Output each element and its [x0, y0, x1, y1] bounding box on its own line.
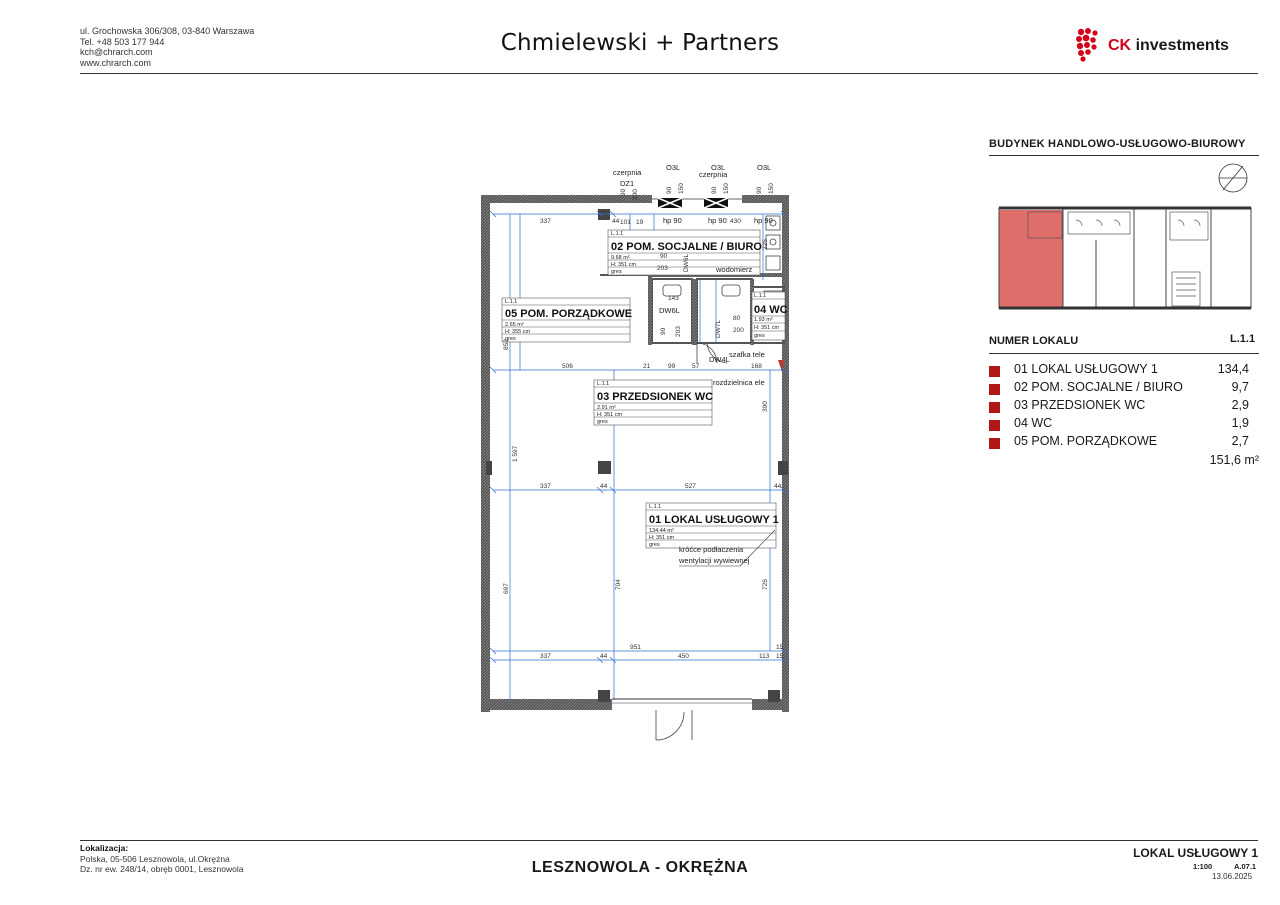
developer-logo-prefix: CK — [1108, 37, 1132, 54]
developer-logo — [1108, 37, 1229, 55]
room-code: L.1.1 — [754, 293, 767, 299]
dimension-label: 44 — [600, 483, 608, 490]
room-area-value: 9,7 — [1231, 380, 1249, 394]
column — [768, 690, 780, 702]
room-marker — [989, 384, 1000, 395]
dimension-label: 113 — [759, 653, 770, 660]
location-line: Polska, 05-506 Lesznowola, ul.Okrężna — [80, 853, 230, 864]
header-divider — [80, 73, 1258, 74]
room-area: 2.91 m² — [597, 405, 616, 411]
room-area: 9.68 m² — [611, 255, 630, 261]
room-area: 1.93 m² — [754, 317, 773, 323]
dimension-label: 150 — [678, 183, 685, 194]
project-name: LESZNOWOLA - OKRĘŻNA — [531, 859, 749, 876]
door-type-label: DW7L — [715, 319, 722, 338]
floor-plan — [470, 160, 800, 760]
dimension-label: 90 — [666, 186, 673, 194]
email-line: kch@chrarch.com — [80, 47, 153, 57]
dimension-label: 150 — [768, 183, 775, 194]
room-marker — [989, 366, 1000, 377]
room-area-row — [989, 434, 1259, 452]
architect-logo: Chmielewski + Partners — [500, 30, 780, 56]
room-name-02: 02 POM. SOCJALNE / BIURO — [611, 241, 762, 253]
location-line: Dz. nr ew. 248/14, obręb 0001, Lesznowola — [80, 864, 244, 874]
room-label-boxes — [502, 230, 785, 548]
column — [778, 461, 788, 475]
dimension-label: 951 — [630, 644, 641, 651]
east-wall — [782, 195, 789, 712]
dimension-label: 15 — [776, 653, 784, 660]
room-label: 02 POM. SOCJALNE / BIURO — [1014, 380, 1183, 394]
drawing-scale: 1:100 — [1193, 862, 1213, 871]
sidebar-divider — [989, 353, 1259, 354]
room-code: L.1.1 — [505, 299, 518, 305]
room-label: 05 POM. PORZĄDKOWE — [1014, 434, 1158, 448]
phone-line: Tel. +48 503 177 944 — [80, 36, 165, 47]
window-type-label: O3L — [711, 163, 726, 172]
dimension-label: 44 — [774, 483, 782, 490]
room-area-list — [989, 362, 1259, 452]
sheet-title: LOKAL USŁUGOWY 1 — [1133, 846, 1258, 860]
hp-label: hp 90 — [754, 216, 773, 225]
room-area-value: 1,9 — [1231, 416, 1249, 430]
dimension-label: 80 — [733, 315, 741, 322]
column — [598, 690, 610, 702]
room-area-value: 2,9 — [1231, 398, 1249, 412]
room-area: 134.44 m² — [649, 528, 674, 534]
room-floor: gres — [649, 542, 660, 548]
developer-logo-suffix: investments — [1135, 37, 1229, 54]
water-meter-label: wodomierz — [716, 265, 753, 274]
location-label: Lokalizacja: — [80, 843, 129, 853]
dimension-label: 44 — [600, 653, 608, 660]
room-area-row — [989, 398, 1259, 416]
north-arrow-icon — [1213, 160, 1253, 196]
dimension-label: 90 — [620, 188, 627, 196]
room-area-row — [989, 416, 1259, 434]
dimension-label: 200 — [733, 327, 744, 334]
unit-number-label: NUMER LOKALU — [989, 335, 1079, 347]
door-type-label: DZ1 — [620, 179, 635, 188]
ventilation-note: króćce podłaczenia — [679, 545, 744, 554]
room-height: H: 351 cm — [611, 262, 637, 268]
room-height: H: 351 cm — [649, 535, 675, 541]
dimension-label: 90 — [660, 253, 668, 260]
room-marker — [989, 420, 1000, 431]
highlighted-unit — [999, 210, 1063, 307]
room-height: H: 355 cm — [505, 329, 531, 335]
dimension-label: 337 — [540, 218, 551, 225]
room-height: H: 351 cm — [597, 412, 623, 418]
dimension-label: 99 — [668, 363, 676, 370]
room-area-value: 2,7 — [1231, 434, 1249, 448]
dimension-label: 57 — [692, 363, 700, 370]
dimension-label: 101 — [620, 219, 631, 226]
room-floor: gres — [597, 419, 608, 425]
address-line: ul. Grochowska 306/308, 03-840 Warszawa — [80, 26, 255, 36]
dimension-label: 430 — [730, 218, 741, 225]
room-label: 01 LOKAL USŁUGOWY 1 — [1014, 362, 1158, 376]
building-key-plan — [996, 200, 1254, 312]
sheet-number: A.07.1 — [1234, 862, 1257, 871]
room-area-row — [989, 380, 1259, 398]
footer-divider — [80, 840, 1258, 841]
door-type-label: DW6L — [683, 253, 690, 272]
building-title: BUDYNEK HANDLOWO-USŁUGOWO-BIUROWY — [989, 138, 1246, 150]
room-floor: gres — [505, 336, 516, 342]
czerpnia-label: czerpnia — [613, 168, 642, 177]
hp-label: hp 90 — [708, 216, 727, 225]
room-area: 2.65 m² — [505, 322, 524, 328]
room-label: 04 WC — [1014, 416, 1053, 430]
sidebar-divider — [989, 155, 1259, 156]
window-type-label: O3L — [666, 163, 681, 172]
dimension-label: 200 — [632, 189, 639, 200]
dimension-label: 168 — [751, 363, 762, 370]
room-label: 03 PRZEDSIONEK WC — [1014, 398, 1146, 412]
dimension-label: 337 — [540, 483, 551, 490]
dimension-label: 15 — [776, 644, 784, 651]
hp-label: hp 90 — [663, 216, 682, 225]
room-code: L.1.1 — [649, 504, 662, 510]
dimension-label: 150 — [723, 183, 730, 194]
dimension-label: 90 — [711, 186, 718, 194]
room-area-row — [989, 362, 1259, 380]
room-name-04: 04 WC — [754, 304, 788, 316]
room-marker — [989, 402, 1000, 413]
room-marker — [989, 438, 1000, 449]
dimension-lines — [493, 214, 784, 700]
telecom-cabinet-label: szafka tele — [729, 350, 765, 359]
door-type-label: DW6L — [659, 306, 680, 315]
dimension-label: 704 — [615, 579, 622, 590]
dimension-label: 852 — [503, 339, 510, 350]
dimension-label: 390 — [762, 401, 769, 412]
ventilation-note: wentylacji wywiewnej — [679, 556, 750, 565]
room-name-01: 01 LOKAL USŁUGOWY 1 — [649, 514, 779, 526]
dimension-label: 697 — [503, 583, 510, 594]
dimension-label: 527 — [685, 483, 696, 490]
window-type-label: O3L — [757, 163, 772, 172]
west-wall — [481, 195, 490, 712]
unit-number-value: L.1.1 — [1230, 333, 1256, 345]
column — [598, 461, 611, 474]
dimension-label: 19 — [636, 219, 644, 226]
dimension-label: 90 — [756, 186, 763, 194]
column — [486, 461, 492, 475]
room-height: H: 351 cm — [754, 325, 780, 331]
electric-panel-label: rozdzielnica ele — [713, 378, 765, 387]
dimension-label: 337 — [540, 653, 551, 660]
room-name-05: 05 POM. PORZĄDKOWE — [505, 308, 633, 320]
dimension-label: 506 — [562, 363, 573, 370]
door-type-label: DW4L — [709, 355, 730, 364]
dimension-label: 90 — [660, 327, 667, 335]
dimension-label: 1 597 — [512, 445, 519, 462]
room-floor: gres — [611, 269, 622, 275]
column — [598, 209, 610, 220]
dimension-label: 726 — [762, 579, 769, 590]
room-floor: gres — [754, 333, 765, 339]
dimension-label: 203 — [657, 265, 668, 272]
room-code: L.1.1 — [611, 231, 624, 237]
room-name-03: 03 PRZEDSIONEK WC — [597, 391, 714, 403]
dimension-label: 44 — [612, 218, 620, 225]
dimension-label: 143 — [668, 295, 679, 302]
room-area-value: 134,4 — [1217, 362, 1249, 376]
dimension-label: 450 — [678, 653, 689, 660]
sheet-date: 13.06.2025 — [1212, 872, 1253, 881]
czerpnia-label: czerpnia — [699, 170, 728, 179]
website-line: www.chrarch.com — [80, 57, 152, 68]
dimension-label: 225 — [762, 239, 769, 250]
dimension-label: 203 — [675, 326, 682, 337]
dimension-label: 21 — [643, 363, 651, 370]
room-code: L.1.1 — [597, 381, 610, 387]
total-area: 151,6 m² — [1209, 453, 1259, 467]
